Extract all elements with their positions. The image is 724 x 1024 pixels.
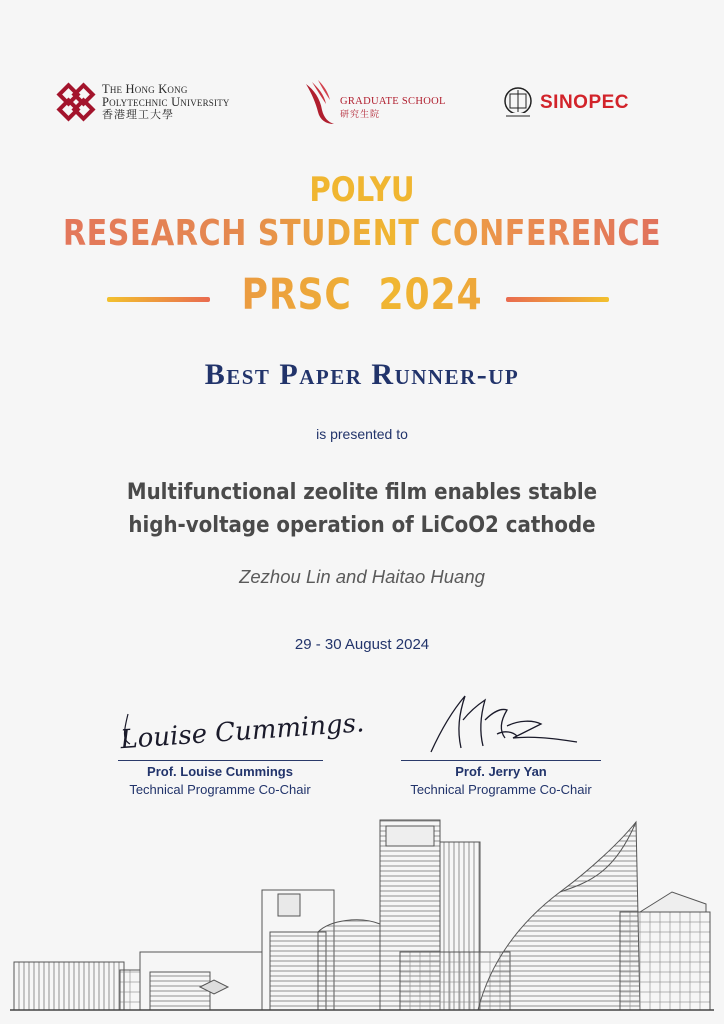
sinopec-logo xyxy=(502,86,629,120)
phoenix-wing-icon xyxy=(302,80,338,126)
sinopec-name: SINOPEC xyxy=(540,92,630,113)
signature-line-yan xyxy=(401,760,601,761)
signatory-name-cummings: Prof. Louise Cummings xyxy=(147,764,293,779)
award-title: Best Paper Runner-up xyxy=(204,358,520,391)
presented-to-text: is presented to xyxy=(316,426,408,442)
signature-line-cummings xyxy=(118,760,323,761)
signatory-name-yan: Prof. Jerry Yan xyxy=(455,764,547,779)
paper-title-line2: high-voltage operation of LiCoO2 cathode xyxy=(128,513,596,538)
polyu-name-line1: The Hong Kong xyxy=(102,81,188,96)
graduate-school-chinese: 研究生院 xyxy=(340,109,381,119)
paper-title xyxy=(90,476,634,542)
polyu-knot-icon xyxy=(56,82,96,122)
signature-yan xyxy=(401,690,601,760)
conference-line-prsc: PRSC 2024 xyxy=(58,270,666,320)
conference-line-polyu: POLYU xyxy=(309,170,415,210)
conference-line-title: RESEARCH STUDENT CONFERENCE xyxy=(58,213,666,254)
sinopec-emblem-icon xyxy=(502,86,534,120)
decorative-rule-right xyxy=(506,297,609,302)
graduate-school-logo xyxy=(302,80,446,126)
signatory-role-yan: Technical Programme Co-Chair xyxy=(410,782,592,797)
conference-date: 29 - 30 August 2024 xyxy=(294,636,430,653)
signature-cummings xyxy=(110,700,366,760)
polyu-logo xyxy=(56,82,230,122)
polyu-name-line2: Polytechnic University xyxy=(102,94,230,109)
polyu-name-chinese: 香港理工大學 xyxy=(102,108,174,121)
paper-title-line1: Multifunctional zeolite film enables stable xyxy=(126,480,598,505)
signature-block-yan xyxy=(396,690,606,797)
signature-cummings-text: Louise Cummings. xyxy=(119,708,366,756)
campus-skyline-illustration xyxy=(0,812,724,1024)
signature-block-cummings xyxy=(110,700,366,797)
graduate-school-name: GRADUATE SCHOOL xyxy=(340,96,446,107)
signatory-role-cummings: Technical Programme Co-Chair xyxy=(129,782,311,797)
authors: Zezhou Lin and Haitao Huang xyxy=(239,566,485,587)
